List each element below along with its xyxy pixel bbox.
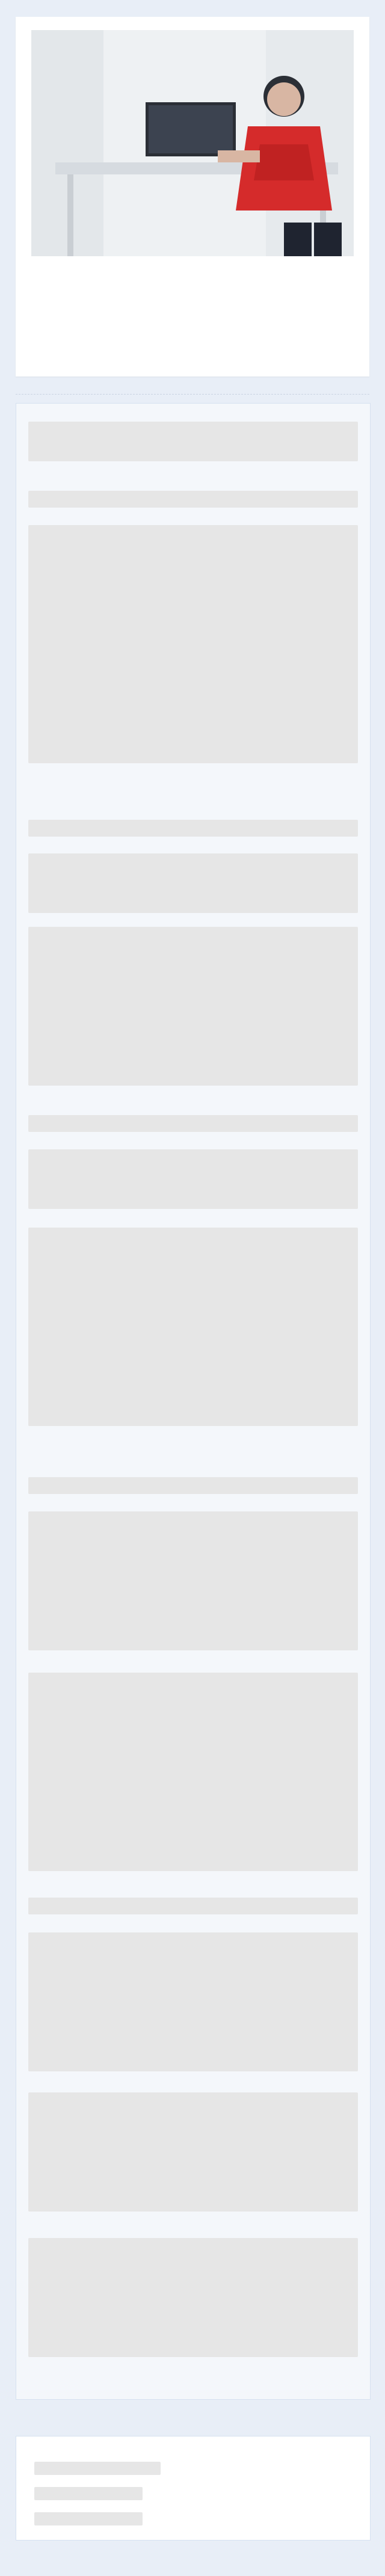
- paragraph-10-text: [28, 2092, 358, 2212]
- section-heading-1: [28, 491, 358, 508]
- profile-photo-image: [31, 30, 354, 256]
- profile-photo: [31, 30, 354, 256]
- credits: [16, 2436, 371, 2541]
- profile-card: [16, 17, 369, 377]
- paragraph-1-text: [28, 422, 358, 461]
- credit-line-1: [34, 2462, 161, 2475]
- paragraph-11-text: [28, 2238, 358, 2357]
- section-heading-2: [28, 820, 358, 837]
- paragraph-3: [28, 853, 358, 913]
- paragraph-6-text: [28, 1228, 358, 1426]
- paragraph-3-text: [28, 853, 358, 913]
- paragraph-6: [28, 1228, 358, 1426]
- paragraph-5-text: [28, 1149, 358, 1209]
- paragraph-2: [28, 525, 358, 763]
- paragraph-4: [28, 927, 358, 1086]
- divider: [16, 394, 369, 395]
- paragraph-9: [28, 1932, 358, 2071]
- paragraph-7-text: [28, 1511, 358, 1650]
- credit-line-3-text: [34, 2512, 143, 2525]
- paragraph-9-text: [28, 1932, 358, 2071]
- section-heading-3-text: [28, 1115, 358, 1132]
- paragraph-1: [28, 422, 358, 461]
- paragraph-5: [28, 1149, 358, 1209]
- paragraph-10: [28, 2092, 358, 2212]
- paragraph-4-text: [28, 927, 358, 1086]
- section-heading-5: [28, 1898, 358, 1914]
- credit-line-1-text: [34, 2462, 161, 2475]
- credit-line-2-text: [34, 2487, 143, 2500]
- section-heading-1-text: [28, 491, 358, 508]
- paragraph-8-text: [28, 1673, 358, 1871]
- section-heading-5-text: [28, 1898, 358, 1914]
- article: [16, 403, 371, 2400]
- section-heading-3: [28, 1115, 358, 1132]
- section-heading-2-text: [28, 820, 358, 837]
- credit-line-3: [34, 2512, 143, 2525]
- section-heading-4-text: [28, 1477, 358, 1494]
- paragraph-11: [28, 2238, 358, 2357]
- credit-line-2: [34, 2487, 143, 2500]
- paragraph-7: [28, 1511, 358, 1650]
- paragraph-8: [28, 1673, 358, 1871]
- paragraph-2-text: [28, 525, 358, 763]
- section-heading-4: [28, 1477, 358, 1494]
